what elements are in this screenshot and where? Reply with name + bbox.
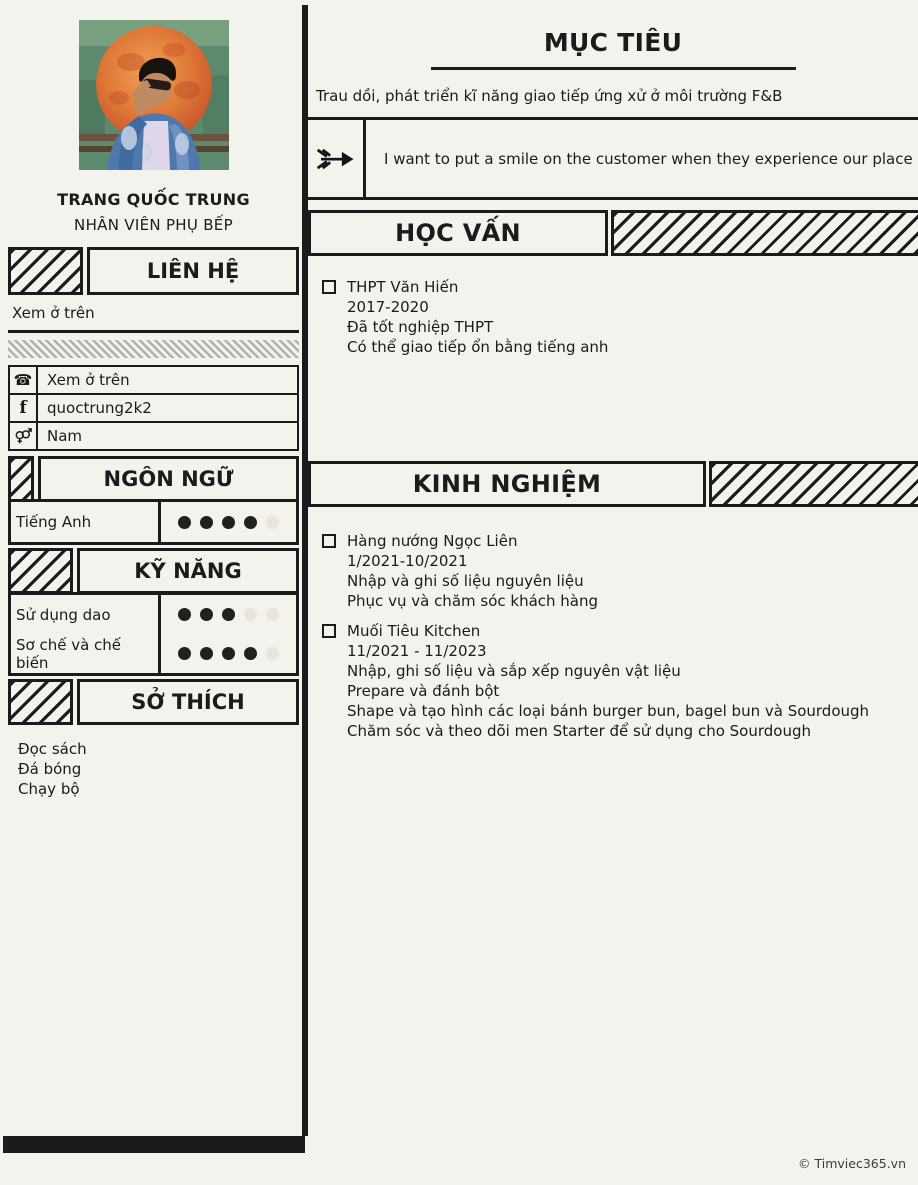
list-item: Nhập và ghi số liệu nguyên liệu (347, 572, 584, 590)
school-name: THPT Văn Hiến (347, 278, 459, 296)
arrow-icon (308, 120, 366, 197)
list-item: Đá bóng (18, 760, 82, 778)
rating-dot-empty (244, 608, 257, 621)
language-heading: NGÔN NGỮ (38, 456, 299, 502)
gender-icon (10, 423, 38, 449)
education-section-header (308, 210, 918, 256)
education-period: 2017-2020 (347, 298, 429, 316)
hatch-decoration (8, 456, 34, 502)
hatch-decoration (709, 461, 918, 507)
objective-text: Trau dồi, phát triển kĩ năng giao tiếp ứng xử ở môi trường F&B (316, 87, 783, 105)
rating-dot-empty (266, 608, 279, 621)
list-item: Đã tốt nghiệp THPT (347, 318, 494, 336)
objective-underline (431, 67, 796, 70)
contact-rows (8, 365, 299, 451)
list-item: Chăm sóc và theo dõi men Starter để sử dụng cho Sourdough (347, 722, 811, 740)
language-label: Tiếng Anh (11, 502, 161, 542)
language-rating-row (8, 499, 299, 545)
rating-dot-filled (200, 647, 213, 660)
company-name: Hàng nướng Ngọc Liên (347, 532, 518, 550)
experience-entry (308, 621, 918, 741)
square-bullet-icon (322, 624, 336, 638)
hatch-decoration (8, 247, 83, 295)
rating-dot-filled (178, 647, 191, 660)
rating-dot-filled (244, 647, 257, 660)
left-column-footer-bar (3, 1136, 305, 1153)
language-rating-dots (161, 502, 296, 542)
quote-text: I want to put a smile on the customer when they experience our place (384, 149, 913, 168)
contact-address-row (8, 295, 299, 333)
rating-dot-filled (244, 516, 257, 529)
square-bullet-icon (322, 280, 336, 294)
quote-section (308, 117, 918, 200)
facebook-icon: f (10, 395, 38, 421)
list-item: Prepare và đánh bột (347, 682, 500, 700)
contact-address-value: Xem ở trên (12, 303, 95, 322)
experience-body (308, 531, 918, 741)
experience-entry-text (347, 621, 869, 741)
skill-label: Sơ chế và chế biến (16, 635, 122, 672)
right-column (308, 0, 918, 741)
experience-details (347, 571, 598, 611)
experience-details (347, 661, 869, 741)
rating-dot-empty (266, 516, 279, 529)
list-item: Phục vụ và chăm sóc khách hàng (347, 592, 599, 610)
objective-heading: MỤC TIÊU (543, 28, 683, 57)
skills-section-header (8, 548, 299, 594)
contact-gender-value: Nam (47, 427, 83, 445)
contact-row-facebook (8, 393, 299, 423)
company-name: Muối Tiêu Kitchen (347, 622, 481, 640)
hatch-decoration (8, 548, 73, 594)
hobbies-heading: SỞ THÍCH (77, 679, 299, 725)
experience-entry (308, 531, 918, 611)
phone-icon: ☎ (10, 367, 38, 393)
experience-period: 11/2021 - 11/2023 (347, 642, 487, 660)
experience-section-header (308, 461, 918, 507)
education-heading: HỌC VẤN (308, 210, 608, 256)
hobbies-list (8, 739, 299, 799)
rating-dot-filled (222, 608, 235, 621)
rating-dot-filled (178, 516, 191, 529)
skill-label: Sử dụng dao (16, 605, 111, 624)
rating-dot-filled (200, 516, 213, 529)
experience-heading: KINH NGHIỆM (308, 461, 706, 507)
language-section-header (8, 456, 299, 502)
contact-heading: LIÊN HỆ (87, 247, 299, 295)
list-item: Nhập, ghi số liệu và sắp xếp nguyên vật liệu (347, 662, 681, 680)
rating-dot-empty (266, 647, 279, 660)
profile-photo (79, 20, 229, 170)
contact-row-gender (8, 421, 299, 451)
skills-table (8, 592, 299, 676)
person-job-title: NHÂN VIÊN PHỤ BẾP (74, 216, 233, 234)
contact-section-header (8, 247, 299, 295)
left-column (8, 0, 299, 799)
list-item: Đọc sách (18, 740, 87, 758)
rating-dot-filled (222, 516, 235, 529)
contact-row-phone (8, 365, 299, 395)
education-details (347, 317, 608, 357)
skill-rating-dots (161, 595, 296, 634)
experience-period: 1/2021-10/2021 (347, 552, 468, 570)
person-name: TRANG QUỐC TRUNG (57, 190, 250, 209)
education-entry-text (347, 277, 608, 357)
contact-phone-value: Xem ở trên (47, 371, 130, 389)
rating-dot-filled (200, 608, 213, 621)
education-entry (308, 277, 918, 357)
list-item: Có thể giao tiếp ổn bằng tiếng anh (347, 338, 609, 356)
redacted-contact-bar (8, 340, 299, 358)
hatch-decoration (8, 679, 73, 725)
contact-facebook-value: quoctrung2k2 (47, 399, 152, 417)
hobbies-section-header (8, 679, 299, 725)
list-item: Shape và tạo hình các loại bánh burger bun, bagel bun và Sourdough (347, 702, 870, 720)
skills-heading: KỸ NĂNG (77, 548, 299, 594)
skills-labels (11, 595, 161, 673)
square-bullet-icon (322, 534, 336, 548)
experience-entry-text (347, 531, 598, 611)
copyright-notice: © Timviec365.vn (798, 1156, 906, 1171)
skills-ratings (161, 595, 296, 673)
rating-dot-filled (178, 608, 191, 621)
hatch-decoration (611, 210, 918, 256)
list-item: Chạy bộ (18, 780, 80, 798)
rating-dot-filled (222, 647, 235, 660)
education-body (308, 277, 918, 357)
profile-photo-illustration (79, 20, 229, 170)
skill-rating-dots (161, 634, 296, 673)
